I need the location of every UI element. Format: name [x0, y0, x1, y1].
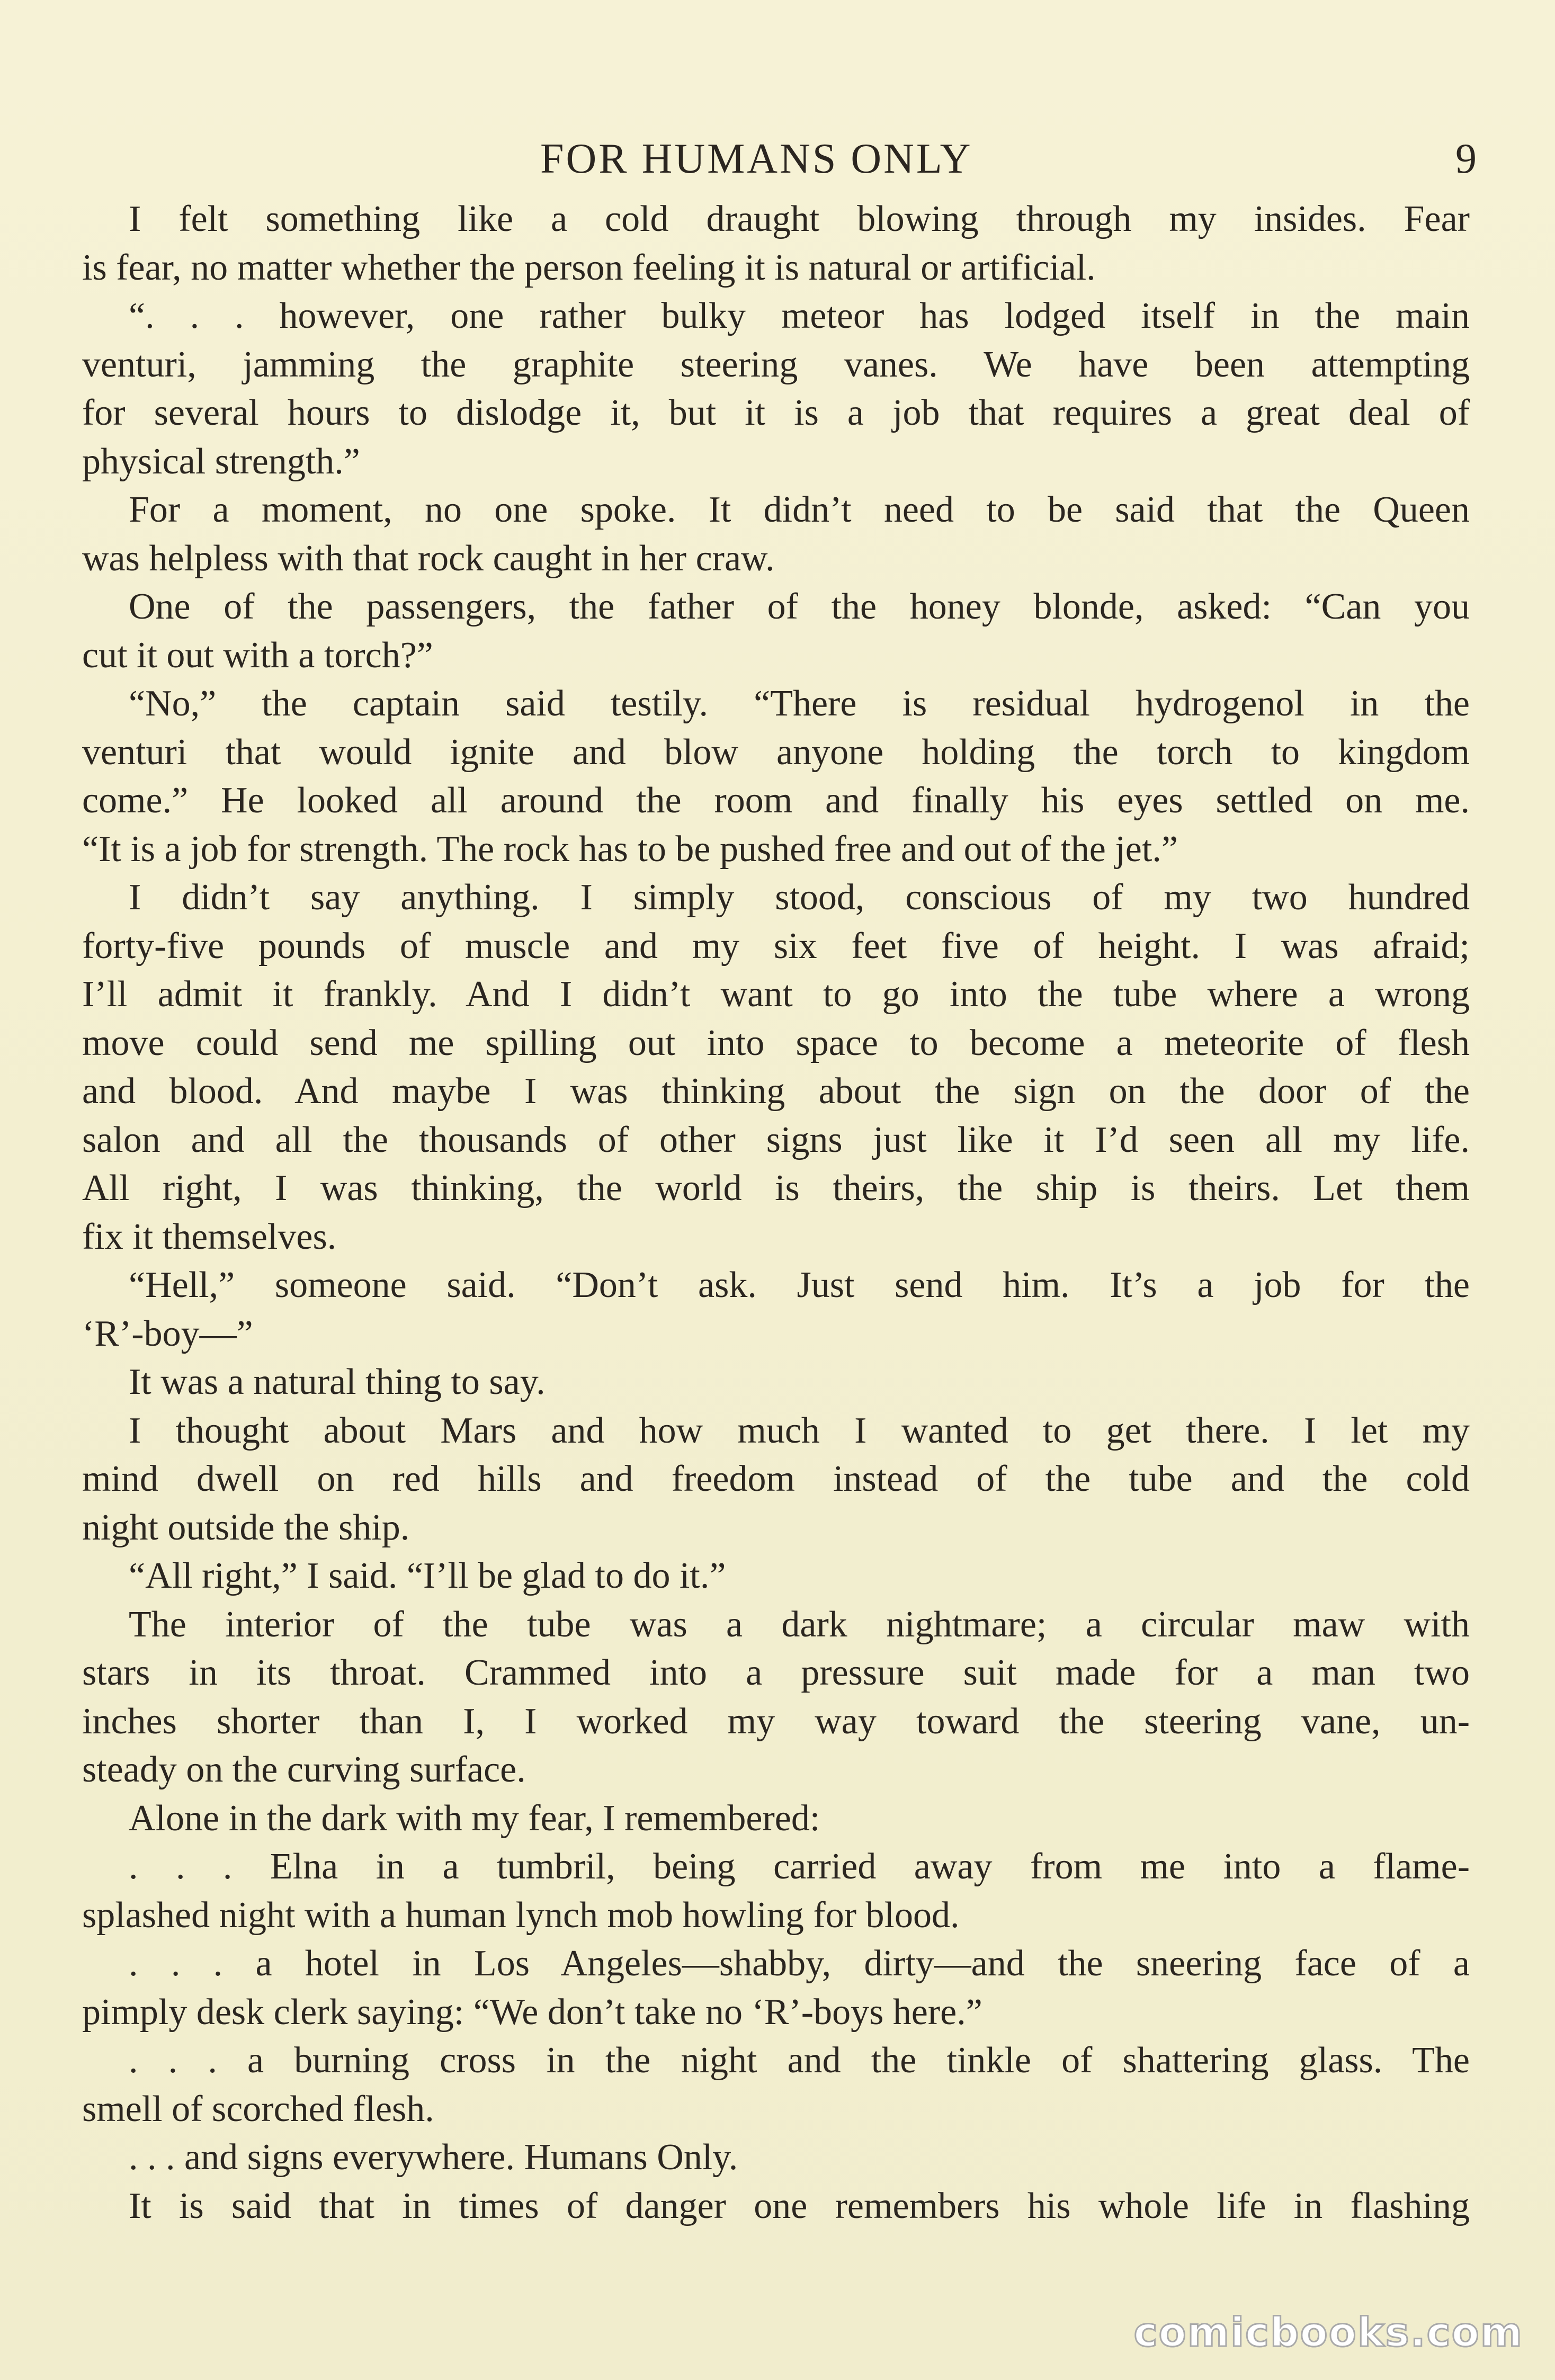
text-line: cut it out with a torch?”: [82, 634, 433, 676]
text-line: splashed night with a human lynch mob howling for blood.: [82, 1894, 960, 1936]
text-line: Alone in the dark with my fear, I remembered:: [129, 1797, 820, 1839]
text-line: I thought about Mars and how much I wanted to get there. I let my: [129, 1410, 1470, 1451]
text-line: ‘R’-boy—”: [82, 1313, 253, 1354]
text-line: smell of scorched flesh.: [82, 2088, 434, 2130]
text-line: It was a natural thing to say.: [129, 1362, 546, 1402]
text-line: stars in its throat. Crammed into a pressure suit made for a man two: [82, 1652, 1470, 1693]
text-line: fix it themselves.: [82, 1216, 337, 1257]
running-head: [0, 132, 1555, 185]
text-line: come.” He looked all around the room and finally his eyes settled on me.: [82, 780, 1470, 821]
text-line: “No,” the captain said testily. “There is residual hydrogenol in the: [129, 683, 1470, 724]
text-line: I didn’t say anything. I simply stood, conscious of my two hundred: [129, 877, 1470, 918]
text-line: . . . and signs everywhere. Humans Only.: [129, 2137, 738, 2178]
text-line: One of the passengers, the father of the honey blonde, asked: “Can you: [129, 586, 1470, 627]
page-number: 9: [1455, 136, 1477, 182]
text-line: I’ll admit it frankly. And I didn’t want to go into the tube where a wrong: [82, 974, 1470, 1015]
text-line: . . . Elna in a tumbril, being carried away from me into a flame-: [129, 1846, 1470, 1887]
text-line: . . . a hotel in Los Angeles—shabby, dirty—and the sneering face of a: [129, 1943, 1470, 1984]
text-line: It is said that in times of danger one remembers his whole life in flashing: [129, 2185, 1470, 2226]
text-line: For a moment, no one spoke. It didn’t need to be said that the Queen: [129, 489, 1470, 530]
text-line: steady on the curving surface.: [82, 1749, 526, 1790]
text-line: pimply desk clerk saying: “We don’t take no ‘R’-boys here.”: [82, 1991, 982, 2033]
text-line: All right, I was thinking, the world is theirs, the ship is theirs. Let them: [82, 1168, 1470, 1209]
text-line: move could send me spilling out into space to become a meteorite of flesh: [82, 1022, 1470, 1063]
text-line: was helpless with that rock caught in her craw.: [82, 538, 775, 579]
text-line: mind dwell on red hills and freedom instead of the tube and the cold: [82, 1459, 1470, 1499]
text-line: venturi, jamming the graphite steering vanes. We have been attempting: [82, 344, 1470, 385]
text-line: “Hell,” someone said. “Don’t ask. Just send him. It’s a job for the: [129, 1265, 1470, 1305]
text-line: . . . a burning cross in the night and the tinkle of shattering glass. The: [129, 2040, 1470, 2081]
body-text: [82, 195, 1470, 2230]
text-line: for several hours to dislodge it, but it is a job that requires a great deal of: [82, 392, 1470, 433]
text-line: “It is a job for strength. The rock has to be pushed free and out of the jet.”: [82, 828, 1178, 870]
text-line: forty-five pounds of muscle and my six feet five of height. I was afraid;: [82, 925, 1470, 967]
text-line: “All right,” I said. “I’ll be glad to do it.”: [129, 1555, 726, 1596]
text-line: salon and all the thousands of other signs just like it I’d seen all my life.: [82, 1119, 1470, 1160]
text-line: inches shorter than I, I worked my way toward the steering vane, un-: [82, 1701, 1470, 1742]
text-line: venturi that would ignite and blow anyone holding the torch to kingdom: [82, 731, 1470, 773]
text-line: and blood. And maybe I was thinking about the sign on the door of the: [82, 1071, 1470, 1112]
watermark: comicbooks.com: [1133, 2309, 1523, 2356]
text-line: The interior of the tube was a dark nightmare; a circular maw with: [129, 1604, 1470, 1645]
text-line: is fear, no matter whether the person feeling it is natural or artificial.: [82, 247, 1096, 288]
text-line: I felt something like a cold draught blowing through my insides. Fear: [129, 199, 1470, 239]
text-line: “. . . however, one rather bulky meteor has lodged itself in the main: [129, 296, 1470, 336]
text-line: night outside the ship.: [82, 1507, 410, 1548]
running-head-title: FOR HUMANS ONLY: [540, 136, 973, 182]
text-line: physical strength.”: [82, 441, 360, 482]
